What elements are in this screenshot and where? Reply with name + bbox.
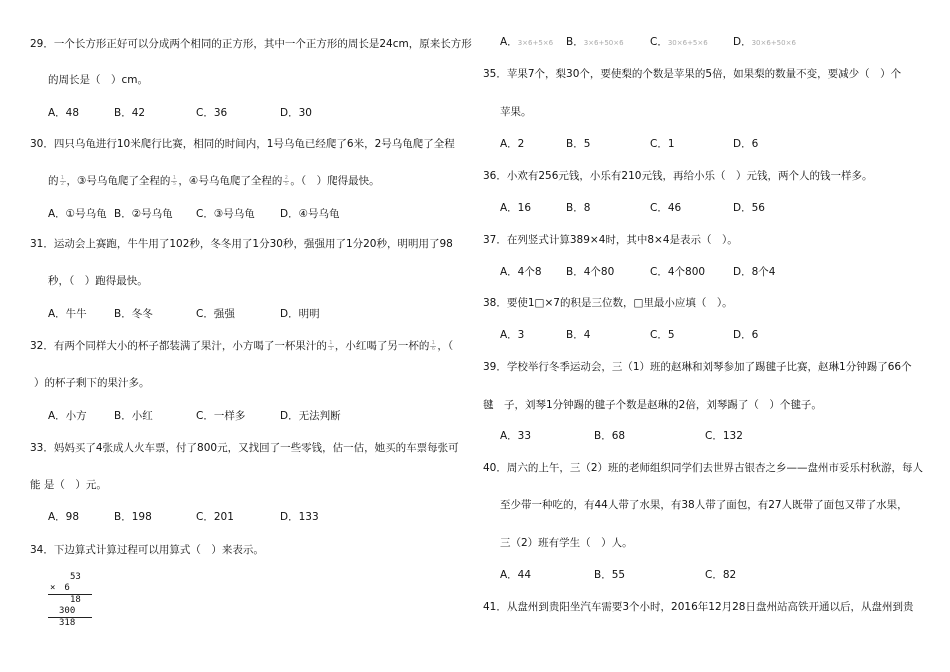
q40-line2: 至少带一种吃的，有44人带了水果，有38人带了面包，有27人既带了面包又带了水果， — [500, 499, 908, 511]
q36-option-a: A．16 — [500, 202, 532, 214]
q30-option-b: B．②号乌龟 — [114, 208, 173, 220]
fraction-numerator: 1 — [431, 339, 435, 346]
q37-line1: 37．在列竖式计算389×4时，其中8×4是表示（ ）。 — [483, 234, 738, 246]
q29-option-b: B．42 — [114, 107, 146, 119]
q34-option-d — [733, 35, 796, 50]
q33-line2: 能 是（ ）元。 — [30, 479, 107, 491]
q40-line1: 40．周六的上午，三（2）班的老师组织同学们去世界古银杏之乡——盘州市妥乐村秋游，每人 — [483, 462, 924, 474]
q39-option-b: B．68 — [594, 430, 626, 442]
q39-option-c: C．132 — [705, 430, 743, 442]
q33-option-d: D．133 — [280, 511, 319, 523]
q30-text-d: 。（ ）爬得最快。 — [290, 175, 380, 187]
fraction-denominator: 5 — [284, 180, 288, 187]
q33-option-c: C．201 — [196, 511, 234, 523]
q38-option-d: D．6 — [733, 329, 759, 341]
q39-option-a: A．33 — [500, 430, 532, 442]
q30-option-d: D．④号乌龟 — [280, 208, 340, 220]
q35-option-c: C．1 — [650, 138, 675, 150]
q40-option-b: B．55 — [594, 569, 626, 581]
q40-option-a: A．44 — [500, 569, 532, 581]
q38-line1: 38．要使1□×7的积是三位数，□里最小应填（ ）。 — [483, 297, 733, 309]
fraction-numerator: 1 — [329, 339, 333, 346]
vertical-multiplication — [48, 572, 98, 630]
partial-product-1: 18 — [70, 595, 81, 605]
q39-line1: 39．学校举行冬季运动会，三（1）班的赵琳和刘琴参加了踢毽子比赛，赵琳1分钟踢了66个 — [483, 361, 912, 373]
option-label: B． — [566, 36, 584, 48]
q30-option-a: A．①号乌龟 — [48, 208, 107, 220]
q34-line1: 34．下边算式计算过程可以用算式（ ）来表示。 — [30, 544, 264, 556]
q34-option-b — [566, 35, 624, 50]
fraction-denominator: 3 — [329, 345, 333, 352]
q32-text-a: 32．有两个同样大小的杯子都装满了果汁，小方喝了一杯果汁的 — [30, 340, 327, 352]
q35-line1: 35．苹果7个，梨30个，要使梨的个数是苹果的5倍，如果梨的数量不变，要减少（ ）个 — [483, 68, 902, 80]
fraction-denominator: 6 — [431, 345, 435, 352]
q36-option-c: C．46 — [650, 202, 682, 214]
product: 318 — [59, 618, 76, 628]
q29-line1: 29．一个长方形正好可以分成两个相同的正方形，其中一个正方形的周长是24cm，原来长方形 — [30, 38, 472, 50]
q37-option-b: B．4个80 — [566, 266, 615, 278]
q34-option-c — [650, 35, 708, 50]
option-expression: 3×6+50×6 — [583, 39, 624, 47]
q30-option-c: C．③号乌龟 — [196, 208, 255, 220]
fraction-1-2 — [60, 176, 66, 187]
q35-line2: 苹果。 — [500, 106, 532, 118]
q34-option-a — [500, 35, 553, 50]
option-expression: 30×6+50×6 — [751, 39, 796, 47]
q31-option-a: A．牛牛 — [48, 308, 87, 320]
q30-line1: 30．四只乌龟进行10米爬行比赛，相同的时间内，1号乌龟已经爬了6米，2号乌龟爬了全程 — [30, 138, 455, 150]
fraction-2-5 — [283, 176, 289, 187]
fraction-numerator: 1 — [60, 174, 65, 181]
q31-line2: 秒，（ ）跑得最快。 — [48, 275, 148, 287]
q32-text-c: ，（ — [437, 340, 454, 352]
q30-line2 — [48, 174, 380, 188]
q35-option-a: A．2 — [500, 138, 525, 150]
fraction-numerator: 1 — [172, 174, 177, 181]
fraction-denominator: 2 — [60, 180, 65, 187]
q38-option-c: C．5 — [650, 329, 675, 341]
q40-option-c: C．82 — [705, 569, 737, 581]
q38-option-b: B．4 — [566, 329, 591, 341]
q40-line3: 三（2）班有学生（ ）人。 — [500, 537, 633, 549]
q36-line1: 36．小欢有256元钱，小乐有210元钱，再给小乐（ ）元钱，两个人的钱一样多。 — [483, 170, 873, 182]
q38-option-a: A．3 — [500, 329, 525, 341]
q31-option-d: D．明明 — [280, 308, 320, 320]
q36-option-d: D．56 — [733, 202, 765, 214]
q30-text-a: 的 — [48, 175, 59, 187]
option-expression: 3×6+5×6 — [517, 39, 554, 47]
option-expression: 30×6+5×6 — [667, 39, 708, 47]
multiplicand: 53 — [70, 572, 81, 582]
q29-option-d: D．30 — [280, 107, 312, 119]
option-label: D． — [733, 36, 752, 48]
q37-option-d: D．8个4 — [733, 266, 776, 278]
partial-product-2: 300 — [59, 606, 76, 616]
multiplier: × 6 — [50, 583, 70, 593]
q32-option-a: A．小方 — [48, 410, 87, 422]
q37-option-a: A．4个8 — [500, 266, 542, 278]
q35-option-d: D．6 — [733, 138, 759, 150]
q29-option-c: C．36 — [196, 107, 228, 119]
q30-text-b: ，③号乌龟爬了全程的 — [66, 175, 171, 187]
fraction-1-5 — [171, 176, 177, 187]
option-label: C． — [650, 36, 668, 48]
q32-option-c: C．一样多 — [196, 410, 246, 422]
fraction-1-3 — [328, 341, 334, 352]
q39-line2: 毽 子，刘琴1分钟踢的毽子个数是赵琳的2倍，刘琴踢了（ ）个毽子。 — [483, 399, 822, 411]
option-label: A． — [500, 36, 518, 48]
fraction-numerator: 2 — [284, 174, 288, 181]
q36-option-b: B．8 — [566, 202, 591, 214]
fraction-1-6 — [430, 341, 436, 352]
q32-option-d: D．无法判断 — [280, 410, 341, 422]
q35-option-b: B．5 — [566, 138, 591, 150]
q31-line1: 31．运动会上赛跑，牛牛用了102秒，冬冬用了1分30秒，强强用了1分20秒，明明用了98 — [30, 238, 453, 250]
q33-option-a: A．98 — [48, 511, 80, 523]
q32-line2: ）的杯子剩下的果汁多。 — [34, 377, 150, 389]
q31-option-b: B．冬冬 — [114, 308, 153, 320]
q37-option-c: C．4个800 — [650, 266, 706, 278]
q33-option-b: B．198 — [114, 511, 152, 523]
q32-option-b: B．小红 — [114, 410, 153, 422]
q29-option-a: A．48 — [48, 107, 80, 119]
q30-text-c: ，④号乌龟爬了全程的 — [178, 175, 283, 187]
q32-text-b: ，小红喝了另一杯的 — [334, 340, 430, 352]
q33-line1: 33．妈妈买了4张成人火车票，付了800元，又找回了一些零钱，估一估，她买的车票每张可 — [30, 442, 459, 454]
q41-line1: 41．从盘州到贵阳坐汽车需要3个小时，2016年12月28日盘州站高铁开通以后，从盘州到贵 — [483, 601, 914, 613]
q29-line2: 的周长是（ ）cm。 — [48, 74, 149, 86]
fraction-denominator: 5 — [172, 180, 177, 187]
q31-option-c: C．强强 — [196, 308, 235, 320]
q32-line1 — [30, 339, 453, 353]
